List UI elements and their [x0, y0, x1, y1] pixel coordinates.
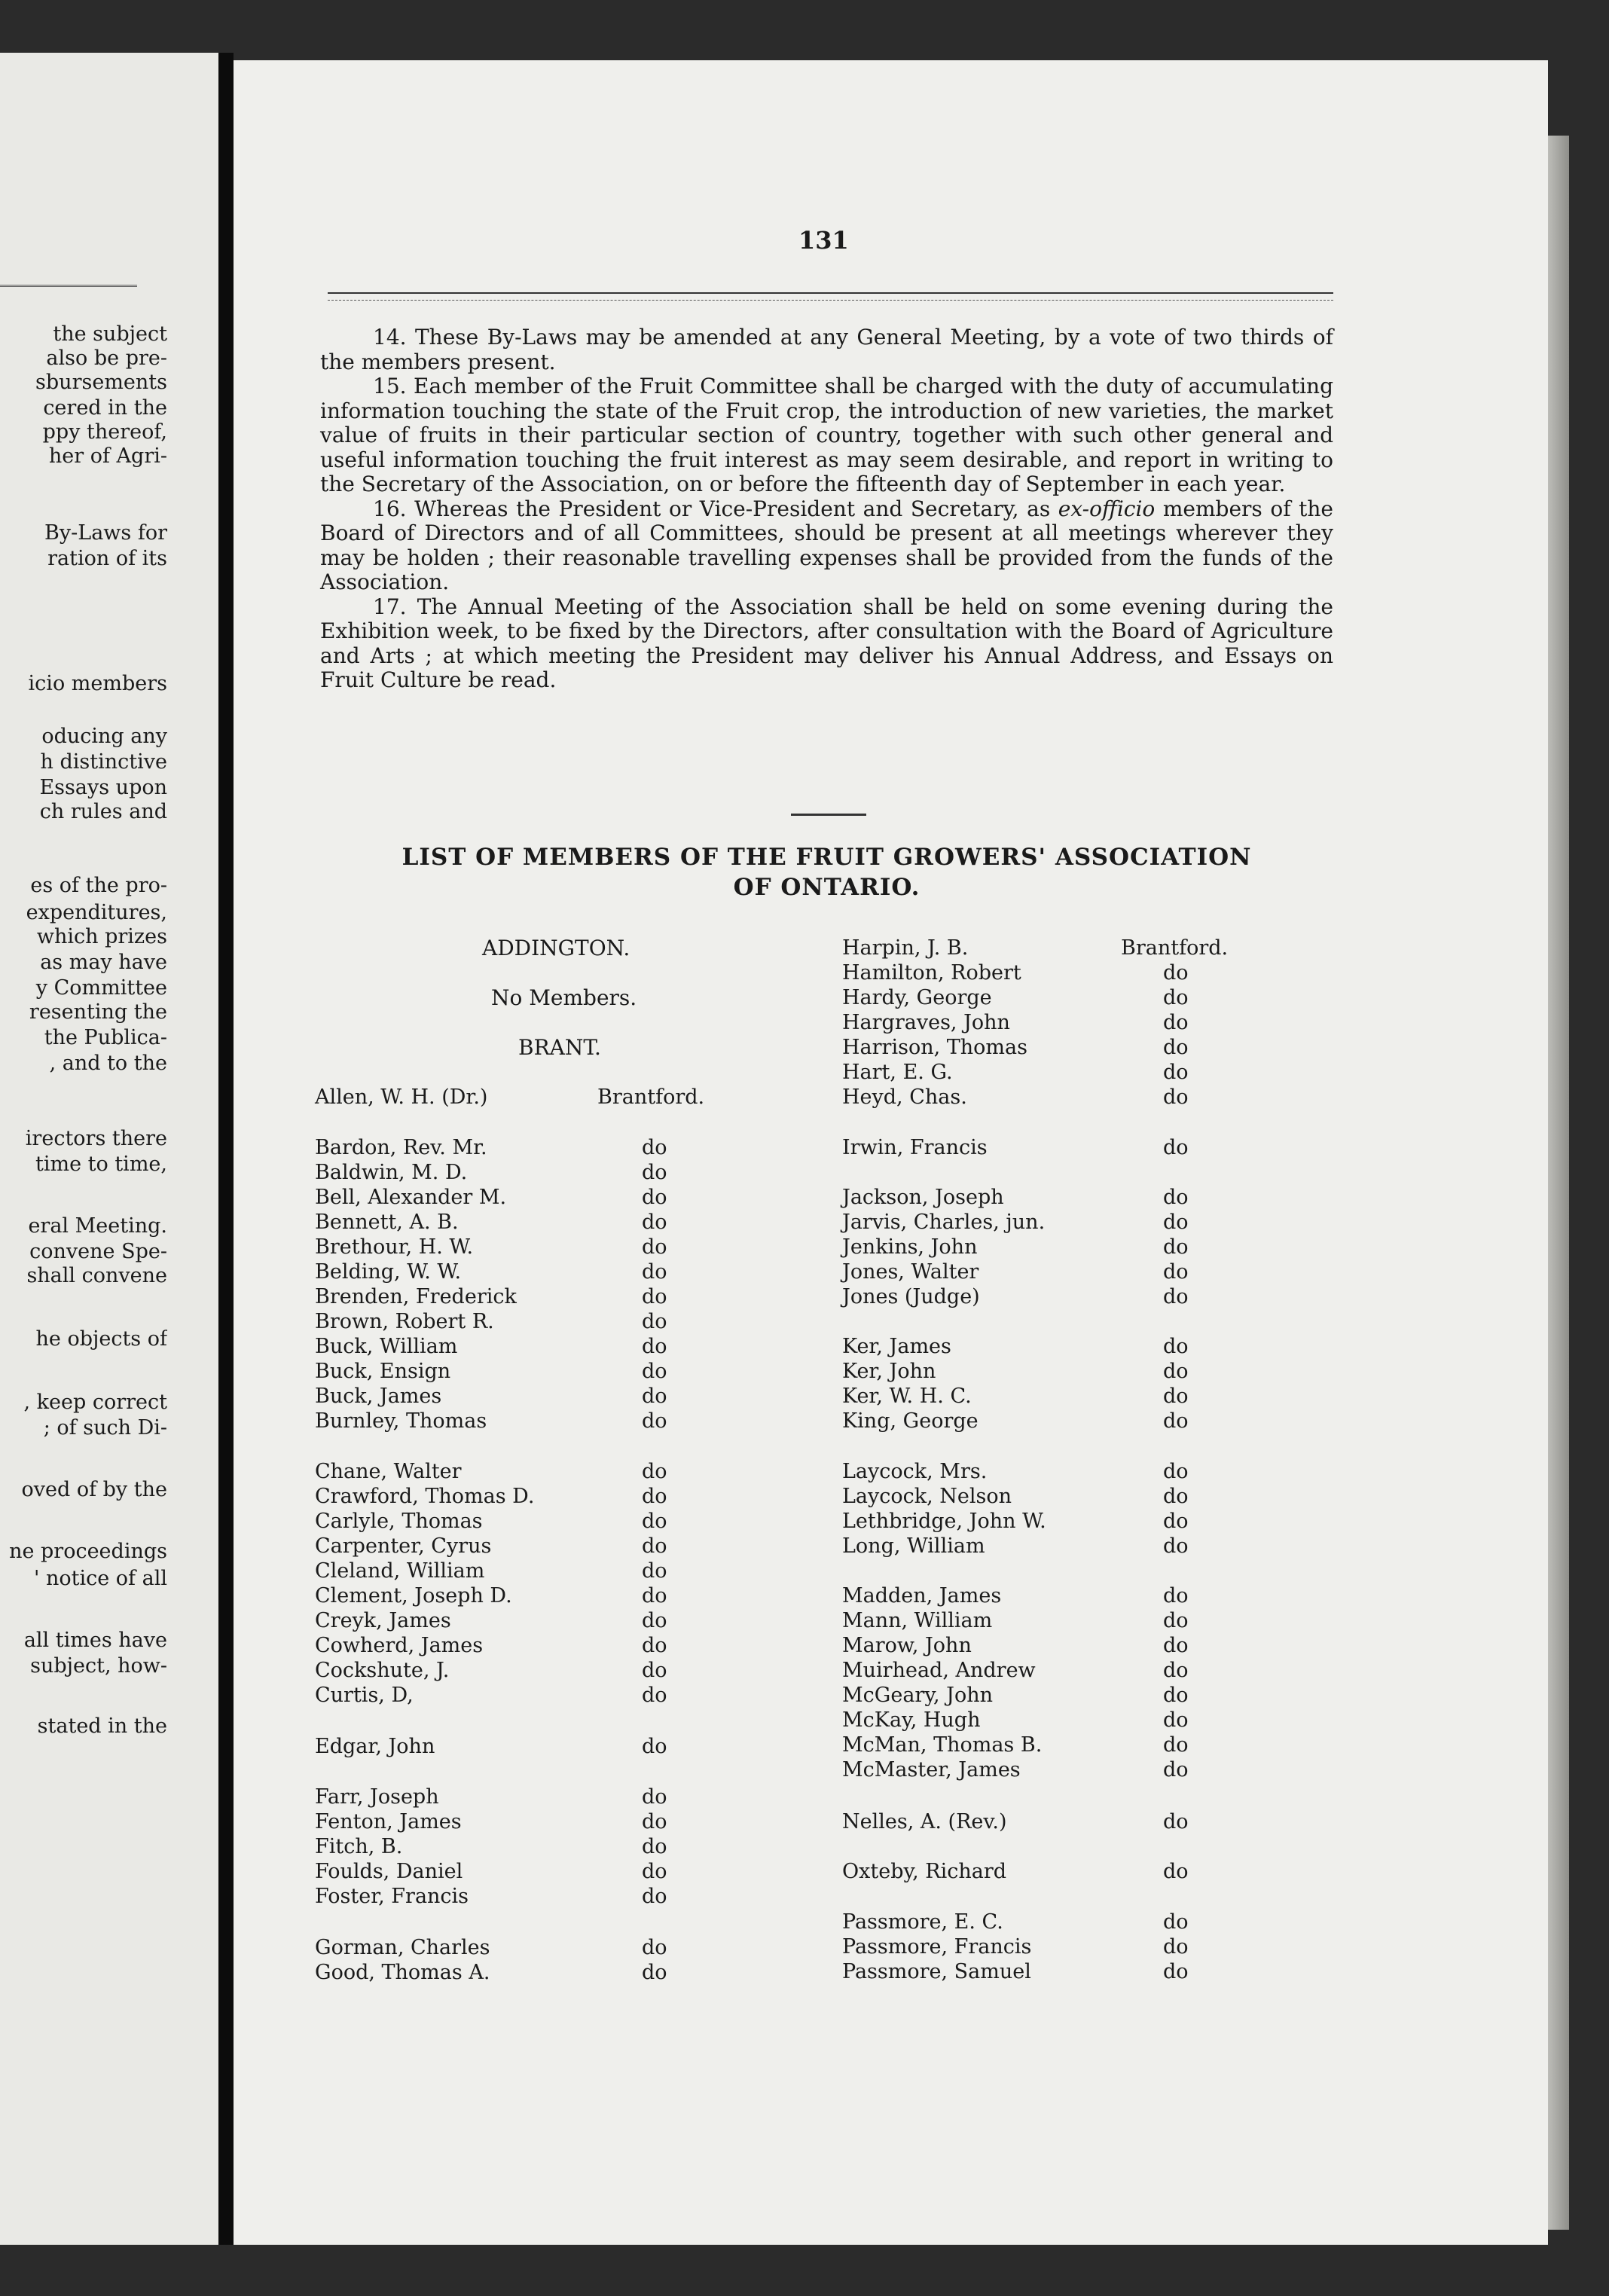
member-place: do — [1163, 1584, 1189, 1608]
member-name: Ker, James — [842, 1335, 951, 1358]
member-place: do — [1163, 1609, 1189, 1632]
member-name: Edgar, John — [315, 1735, 435, 1758]
member-place: do — [642, 1285, 667, 1308]
member-name: Baldwin, M. D. — [315, 1161, 468, 1184]
member-name: Curtis, D, — [315, 1684, 414, 1707]
left-page-line: he objects of — [35, 1327, 167, 1351]
member-name: Carlyle, Thomas — [315, 1510, 483, 1533]
member-name: Foulds, Daniel — [315, 1860, 463, 1883]
left-page-line: icio members — [28, 672, 167, 695]
section-divider — [791, 814, 866, 816]
member-place: do — [1163, 1684, 1189, 1707]
member-name: Fenton, James — [315, 1810, 462, 1833]
member-name: McMan, Thomas B. — [842, 1733, 1043, 1757]
left-page-line: ration of its — [47, 547, 167, 570]
left-page-line: es of the pro- — [30, 874, 167, 897]
member-name: Irwin, Francis — [842, 1136, 988, 1159]
member-name: Brown, Robert R. — [315, 1310, 494, 1333]
left-page-line: Essays upon — [39, 776, 167, 799]
member-place: do — [642, 1785, 667, 1809]
left-page-line: cered in the — [43, 396, 167, 420]
member-name: McKay, Hugh — [842, 1708, 981, 1732]
member-place: do — [642, 1584, 667, 1608]
member-place: do — [1163, 1510, 1189, 1533]
member-place: do — [642, 1136, 667, 1159]
member-name: Jones, Walter — [842, 1260, 979, 1284]
member-place: do — [642, 1211, 667, 1234]
member-place: do — [642, 1510, 667, 1533]
member-place: do — [1163, 1910, 1189, 1934]
member-place: do — [1163, 1659, 1189, 1682]
member-place: do — [642, 1810, 667, 1833]
member-name: Passmore, Francis — [842, 1935, 1032, 1959]
left-page-line: all times have — [23, 1629, 167, 1652]
member-name: Hamilton, Robert — [842, 961, 1021, 985]
member-place: do — [1163, 1708, 1189, 1732]
left-page-line: sbursements — [35, 371, 167, 394]
left-page-line: h distinctive — [40, 750, 167, 774]
member-place: do — [642, 1659, 667, 1682]
member-place: do — [642, 1961, 667, 1984]
member-place: do — [1163, 1860, 1189, 1883]
member-name: Chane, Walter — [315, 1460, 462, 1483]
left-page-line: expenditures, — [26, 901, 167, 924]
member-place: do — [1163, 1733, 1189, 1757]
member-place: do — [642, 1485, 667, 1508]
member-name: Jones (Judge) — [842, 1285, 980, 1308]
member-name: Ker, John — [842, 1360, 936, 1383]
bylaw-14: 14. These By-Laws may be amended at any General Meeting, by a vote of two thirds of the members present. — [320, 325, 1333, 374]
member-name: Oxteby, Richard — [842, 1860, 1007, 1883]
member-place: do — [1163, 1260, 1189, 1284]
member-name: Hart, E. G. — [842, 1061, 953, 1084]
member-place: do — [1163, 1186, 1189, 1209]
member-name: Allen, W. H. (Dr.) — [315, 1085, 488, 1109]
member-place: do — [642, 1885, 667, 1908]
member-place: do — [642, 1186, 667, 1209]
left-page-line: ne proceedings — [9, 1540, 167, 1563]
member-name: McGeary, John — [842, 1684, 994, 1707]
member-name: Buck, Ensign — [315, 1360, 451, 1383]
member-place: do — [642, 1860, 667, 1883]
left-page-line: as may have — [40, 951, 167, 974]
member-place: do — [642, 1634, 667, 1657]
left-page-line: subject, how- — [30, 1654, 167, 1678]
member-name: Fitch, B. — [315, 1835, 403, 1858]
member-name: Lethbridge, John W. — [842, 1510, 1046, 1533]
member-name: Clement, Joseph D. — [315, 1584, 512, 1608]
header-rule-upper — [328, 292, 1333, 294]
member-name: Jarvis, Charles, jun. — [842, 1211, 1046, 1234]
list-title-line-1: LIST OF MEMBERS OF THE FRUIT GROWERS' ASSOCIATION — [401, 844, 1252, 871]
member-name: Passmore, E. C. — [842, 1910, 1003, 1934]
member-place: do — [1163, 1960, 1189, 1983]
member-name: Brenden, Frederick — [315, 1285, 517, 1308]
member-place: do — [642, 1609, 667, 1632]
member-place: do — [642, 1235, 667, 1259]
member-place: do — [1163, 1235, 1189, 1259]
member-place: do — [1163, 1085, 1189, 1109]
member-place: do — [642, 1559, 667, 1583]
member-name: Belding, W. W. — [315, 1260, 462, 1284]
member-name: Jenkins, John — [842, 1235, 978, 1259]
member-place: do — [1163, 1061, 1189, 1084]
bylaw-17: 17. The Annual Meeting of the Association shall be held on some evening during the Exhibition week, to be fixed by the Directors, after consultation with the Board of Agriculture and Arts ; at which meeting the President may deliver his Annual Address, and Essays on Fruit Culture be read. — [320, 594, 1333, 692]
left-page-line: ; of such Di- — [43, 1416, 167, 1440]
member-place: do — [642, 1360, 667, 1383]
member-name: Good, Thomas A. — [315, 1961, 490, 1984]
left-page-line: which prizes — [36, 925, 167, 948]
left-page-line: time to time, — [35, 1153, 167, 1176]
member-name: Bell, Alexander M. — [315, 1186, 507, 1209]
member-place: Brantford. — [597, 1085, 705, 1109]
left-page-line: ' notice of all — [33, 1567, 167, 1590]
left-page-line: stated in the — [37, 1714, 167, 1738]
member-name: Harrison, Thomas — [842, 1036, 1027, 1059]
left-page-line: , and to the — [49, 1052, 167, 1075]
member-place: do — [642, 1161, 667, 1184]
member-name: Cleland, William — [315, 1559, 485, 1583]
left-page-line: , keep correct — [23, 1391, 167, 1414]
member-name: Gorman, Charles — [315, 1936, 490, 1959]
left-page-line: resenting the — [29, 1000, 167, 1024]
member-place: do — [642, 1835, 667, 1858]
member-name: Cockshute, J. — [315, 1659, 450, 1682]
member-name: Creyk, James — [315, 1609, 451, 1632]
left-page-line: the Publica- — [44, 1026, 167, 1049]
left-page-rule — [0, 285, 137, 287]
member-name: Buck, James — [315, 1385, 442, 1408]
member-name: Harpin, J. B. — [842, 936, 969, 960]
member-place: do — [642, 1735, 667, 1758]
member-name: Marow, John — [842, 1634, 972, 1657]
member-place: do — [1163, 1409, 1189, 1433]
member-place: do — [1163, 1211, 1189, 1234]
list-title-line-2: OF ONTARIO. — [733, 874, 921, 901]
member-name: Hargraves, John — [842, 1011, 1010, 1034]
member-place: do — [1163, 1935, 1189, 1959]
member-place: do — [642, 1310, 667, 1333]
member-place: do — [642, 1684, 667, 1707]
page-number: 131 — [798, 226, 849, 255]
member-name: Mann, William — [842, 1609, 993, 1632]
member-place: do — [1163, 1011, 1189, 1034]
left-page-line: the subject — [53, 322, 167, 346]
member-name: Bennett, A. B. — [315, 1211, 459, 1234]
county-heading: No Members. — [491, 985, 637, 1010]
bylaw-15: 15. Each member of the Fruit Committee shall be charged with the duty of accumulating information touching the state of the Fruit crop, the introduction of new varieties, the market value of fruits in their particular section of country, together with such other general and useful information touching the fruit interest as may seem desirable, and report in writing to the Secretary of the Association, on or before the fifteenth day of September in each year. — [320, 374, 1333, 496]
bylaw-16: 16. Whereas the President or Vice-President and Secretary, as ex-officio members of the Board of Directors and of all Committees, should be present at all meetings wherever they may be holden ; their reasonable travelling expenses shall be provided from the funds of the Association. — [320, 496, 1333, 594]
member-name: Bardon, Rev. Mr. — [315, 1136, 487, 1159]
member-name: Ker, W. H. C. — [842, 1385, 972, 1408]
member-name: Foster, Francis — [315, 1885, 469, 1908]
county-heading: ADDINGTON. — [482, 936, 630, 960]
member-place: do — [1163, 1285, 1189, 1308]
member-name: Buck, William — [315, 1335, 458, 1358]
member-name: Brethour, H. W. — [315, 1235, 474, 1259]
member-place: do — [1163, 1335, 1189, 1358]
member-place: do — [642, 1936, 667, 1959]
member-place: do — [1163, 1634, 1189, 1657]
member-place: do — [1163, 1534, 1189, 1558]
member-name: McMaster, James — [842, 1758, 1021, 1782]
member-place: Brantford. — [1121, 936, 1229, 960]
member-name: Heyd, Chas. — [842, 1085, 967, 1109]
member-name: Nelles, A. (Rev.) — [842, 1810, 1007, 1833]
member-name: Muirhead, Andrew — [842, 1659, 1036, 1682]
member-name: Farr, Joseph — [315, 1785, 439, 1809]
left-page-line: her of Agri- — [48, 444, 167, 468]
left-page-line: also be pre- — [46, 347, 167, 370]
member-name: Burnley, Thomas — [315, 1409, 487, 1433]
member-place: do — [1163, 1485, 1189, 1508]
member-place: do — [642, 1335, 667, 1358]
left-page-line: irectors there — [25, 1127, 167, 1150]
member-name: Long, William — [842, 1534, 985, 1558]
left-page-line: ch rules and — [39, 800, 167, 823]
member-place: do — [1163, 1136, 1189, 1159]
member-name: Hardy, George — [842, 986, 992, 1009]
member-place: do — [642, 1260, 667, 1284]
member-name: Crawford, Thomas D. — [315, 1485, 535, 1508]
member-name: Laycock, Nelson — [842, 1485, 1012, 1508]
member-place: do — [642, 1385, 667, 1408]
member-place: do — [642, 1534, 667, 1558]
member-place: do — [1163, 986, 1189, 1009]
left-page-line: convene Spe- — [29, 1240, 167, 1263]
county-heading: BRANT. — [518, 1035, 601, 1060]
left-page-line: y Committee — [35, 976, 167, 1000]
member-place: do — [1163, 961, 1189, 985]
bylaw-paragraphs — [320, 325, 1333, 693]
header-rule-lower — [328, 300, 1333, 301]
member-name: Laycock, Mrs. — [842, 1460, 988, 1483]
member-name: Cowherd, James — [315, 1634, 484, 1657]
member-place: do — [642, 1409, 667, 1433]
member-name: Passmore, Samuel — [842, 1960, 1031, 1983]
left-page-line: oducing any — [41, 725, 167, 748]
member-name: King, George — [842, 1409, 979, 1433]
left-page-line: ppy thereof, — [42, 420, 167, 444]
member-name: Carpenter, Cyrus — [315, 1534, 492, 1558]
left-page-line: By-Laws for — [44, 521, 167, 545]
member-list — [0, 936, 1609, 2014]
member-name: Jackson, Joseph — [842, 1186, 1004, 1209]
member-place: do — [642, 1460, 667, 1483]
left-page-line: eral Meeting. — [28, 1214, 167, 1238]
member-place: do — [1163, 1460, 1189, 1483]
left-page-line: oved of by the — [21, 1478, 167, 1501]
member-place: do — [1163, 1810, 1189, 1833]
left-page-line: shall convene — [26, 1264, 167, 1287]
member-place: do — [1163, 1758, 1189, 1782]
member-place: do — [1163, 1036, 1189, 1059]
member-place: do — [1163, 1360, 1189, 1383]
member-name: Madden, James — [842, 1584, 1002, 1608]
member-place: do — [1163, 1385, 1189, 1408]
